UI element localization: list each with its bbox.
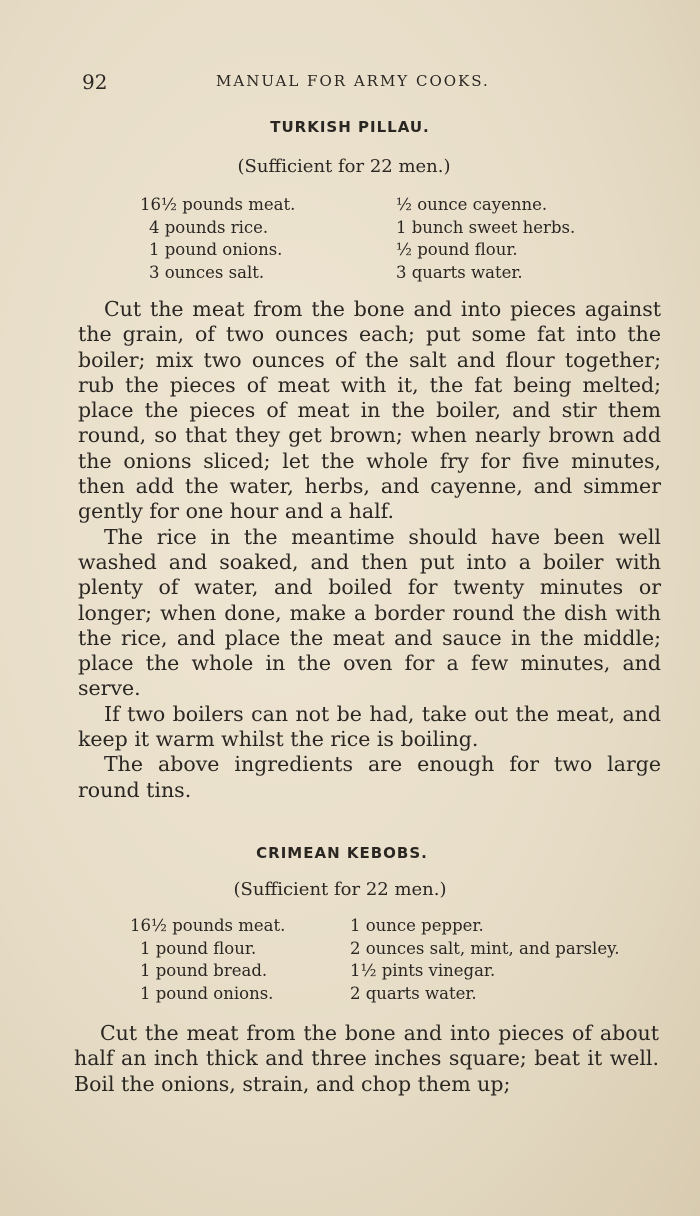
ingredient-item: 2 quarts water. bbox=[350, 983, 477, 1003]
ingredient-list bbox=[140, 194, 620, 286]
ingredient-column-left bbox=[130, 915, 285, 1005]
instruction-paragraph: Cut the meat from the bone and into pieces against the grain, of two ounces each; put some fat into the boiler; mix two ounces of the salt and flour together; rub the pieces of meat with it, the fat being melted; place the pieces of meat in the boiler, and stir them round, so that they get brown; when nearly brown add the onions sliced; let the whole fry for five minutes, then add the water, herbs, and cayenne, and simmer gently for one hour and a half. bbox=[78, 297, 661, 524]
running-head: MANUAL FOR ARMY COOKS. bbox=[216, 72, 490, 90]
instruction-paragraph: Cut the meat from the bone and into pieces of about half an inch thick and three inches square; beat it well. Boil the onions, strain, and chop them up; bbox=[74, 1021, 659, 1096]
ingredient-column-right bbox=[350, 915, 619, 1005]
ingredient-item: 16½ pounds meat. bbox=[130, 916, 286, 935]
ingredient-item: 1 pound flour. bbox=[140, 938, 257, 958]
recipe-serving: (Sufficient for 22 men.) bbox=[237, 156, 451, 177]
page-number: 92 bbox=[82, 70, 108, 94]
ingredient-column-left bbox=[140, 194, 295, 284]
recipe-title-turkish-pillau: TURKISH PILLAU. bbox=[270, 118, 430, 136]
ingredient-item: 3 ounces salt. bbox=[149, 262, 265, 282]
ingredient-item: 1 ounce pepper. bbox=[350, 916, 484, 935]
ingredient-item: ½ pound flour. bbox=[396, 240, 518, 259]
ingredient-item: 3 quarts water. bbox=[396, 262, 523, 282]
ingredient-item: 4 pounds rice. bbox=[149, 217, 269, 237]
recipe-instructions bbox=[78, 297, 661, 803]
instruction-paragraph: The above ingredients are enough for two large round tins. bbox=[78, 752, 661, 802]
ingredient-item: 1 pound onions. bbox=[140, 983, 274, 1003]
ingredient-item: 1 bunch sweet herbs. bbox=[396, 217, 576, 237]
ingredient-item: ½ ounce cayenne. bbox=[396, 195, 548, 214]
instruction-paragraph: The rice in the meantime should have been well washed and soaked, and then put into a boiler with plenty of water, and boiled for twenty minutes or longer; when done, make a border round the dish with the rice, and place the meat and sauce in the middle; place the whole in the oven for a few minutes, and serve. bbox=[78, 524, 661, 701]
ingredient-item: 2 ounces salt, mint, and parsley. bbox=[350, 938, 620, 958]
recipe-title-crimean-kebobs: CRIMEAN KEBOBS. bbox=[256, 844, 428, 862]
ingredient-item: 16½ pounds meat. bbox=[140, 195, 296, 214]
ingredient-column-right bbox=[396, 194, 575, 284]
page-header bbox=[82, 70, 642, 98]
ingredient-item: 1 pound bread. bbox=[140, 961, 268, 980]
recipe-serving: (Sufficient for 22 men.) bbox=[233, 879, 447, 900]
ingredient-item: 1½ pints vinegar. bbox=[350, 961, 496, 980]
recipe-instructions bbox=[74, 1021, 659, 1097]
instruction-paragraph: If two boilers can not be had, take out the meat, and keep it warm whilst the rice is boiling. bbox=[78, 701, 661, 752]
ingredient-list bbox=[130, 915, 650, 1007]
ingredient-item: 1 pound onions. bbox=[149, 240, 283, 259]
